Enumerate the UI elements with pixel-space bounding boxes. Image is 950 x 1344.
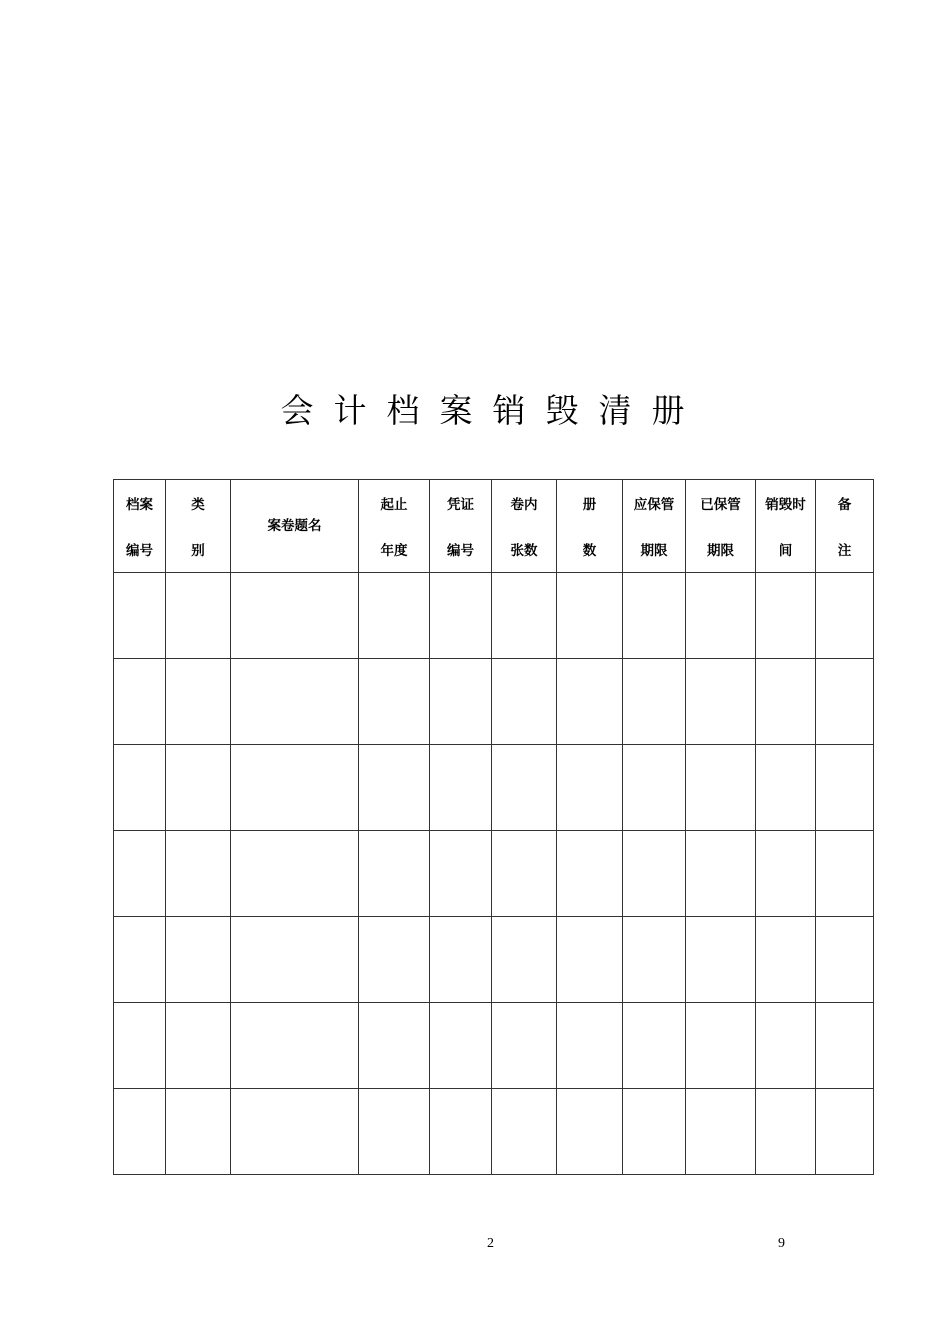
table-cell bbox=[816, 745, 874, 831]
table-cell bbox=[114, 573, 166, 659]
header-destruction-time: 销毁时 间 bbox=[756, 480, 816, 573]
header-retained-period: 已保管 期限 bbox=[686, 480, 756, 573]
table-cell bbox=[166, 917, 231, 1003]
table-cell bbox=[359, 1003, 430, 1089]
table-cell bbox=[816, 1089, 874, 1175]
table-cell bbox=[430, 1089, 492, 1175]
table-cell bbox=[114, 831, 166, 917]
header-remarks: 备 注 bbox=[816, 480, 874, 573]
table-cell bbox=[166, 1003, 231, 1089]
table-cell bbox=[114, 917, 166, 1003]
header-voucher-number: 凭证 编号 bbox=[430, 480, 492, 573]
table-cell bbox=[430, 831, 492, 917]
table-cell bbox=[359, 745, 430, 831]
table-cell bbox=[557, 745, 623, 831]
table-cell bbox=[114, 1089, 166, 1175]
table-cell bbox=[359, 573, 430, 659]
table-row bbox=[114, 745, 874, 831]
table-body bbox=[114, 573, 874, 1175]
table-cell bbox=[756, 831, 816, 917]
page-number-right: 9 bbox=[778, 1236, 785, 1251]
destruction-register-table bbox=[113, 479, 874, 1175]
table-cell bbox=[231, 917, 359, 1003]
table-cell bbox=[686, 831, 756, 917]
table-cell bbox=[557, 1003, 623, 1089]
table-cell bbox=[492, 831, 557, 917]
table-row bbox=[114, 831, 874, 917]
table-cell bbox=[756, 917, 816, 1003]
table-cell bbox=[231, 831, 359, 917]
table-cell bbox=[492, 917, 557, 1003]
table-cell bbox=[623, 573, 686, 659]
table-cell bbox=[756, 745, 816, 831]
header-required-retention: 应保管 期限 bbox=[623, 480, 686, 573]
table-cell bbox=[686, 659, 756, 745]
table-cell bbox=[623, 831, 686, 917]
table-cell bbox=[492, 745, 557, 831]
table-cell bbox=[686, 573, 756, 659]
table-cell bbox=[557, 1089, 623, 1175]
table-cell bbox=[430, 659, 492, 745]
table-cell bbox=[166, 1089, 231, 1175]
table-cell bbox=[623, 745, 686, 831]
table-cell bbox=[557, 917, 623, 1003]
table-cell bbox=[166, 745, 231, 831]
table-cell bbox=[430, 745, 492, 831]
table-row bbox=[114, 659, 874, 745]
table-cell bbox=[430, 1003, 492, 1089]
table-cell bbox=[816, 1003, 874, 1089]
table-cell bbox=[430, 573, 492, 659]
header-category: 类 别 bbox=[166, 480, 231, 573]
table-cell bbox=[623, 917, 686, 1003]
table-cell bbox=[430, 917, 492, 1003]
table-cell bbox=[166, 573, 231, 659]
table-cell bbox=[114, 659, 166, 745]
table-cell bbox=[359, 831, 430, 917]
page-number-left: 2 bbox=[487, 1236, 494, 1251]
header-sheet-count: 卷内 张数 bbox=[492, 480, 557, 573]
document-title: 会计档案销毁清册 bbox=[280, 391, 705, 430]
table-cell bbox=[166, 659, 231, 745]
table-cell bbox=[166, 831, 231, 917]
table-cell bbox=[756, 573, 816, 659]
header-archive-number: 档案 编号 bbox=[114, 480, 166, 573]
table-cell bbox=[686, 917, 756, 1003]
table-cell bbox=[231, 745, 359, 831]
header-year-range: 起止 年度 bbox=[359, 480, 430, 573]
table-cell bbox=[816, 917, 874, 1003]
table-cell bbox=[557, 831, 623, 917]
table-cell bbox=[492, 1089, 557, 1175]
table-cell bbox=[623, 1003, 686, 1089]
table-cell bbox=[231, 1089, 359, 1175]
table-cell bbox=[359, 917, 430, 1003]
table-row bbox=[114, 573, 874, 659]
table-header-row bbox=[114, 480, 874, 573]
table-cell bbox=[756, 1003, 816, 1089]
table-cell bbox=[756, 1089, 816, 1175]
table-cell bbox=[816, 831, 874, 917]
table-cell bbox=[623, 659, 686, 745]
table-cell bbox=[816, 573, 874, 659]
table-cell bbox=[557, 573, 623, 659]
table-cell bbox=[114, 745, 166, 831]
table-cell bbox=[231, 1003, 359, 1089]
table-cell bbox=[359, 659, 430, 745]
table-cell bbox=[686, 1003, 756, 1089]
table-cell bbox=[492, 659, 557, 745]
table-cell bbox=[623, 1089, 686, 1175]
table-cell bbox=[231, 573, 359, 659]
table-cell bbox=[756, 659, 816, 745]
table-cell bbox=[686, 745, 756, 831]
table-cell bbox=[492, 573, 557, 659]
header-volume-count: 册 数 bbox=[557, 480, 623, 573]
table-row bbox=[114, 1089, 874, 1175]
table-cell bbox=[492, 1003, 557, 1089]
table-cell bbox=[686, 1089, 756, 1175]
table-row bbox=[114, 1003, 874, 1089]
table-row bbox=[114, 917, 874, 1003]
table-cell bbox=[359, 1089, 430, 1175]
table-cell bbox=[114, 1003, 166, 1089]
table-cell bbox=[557, 659, 623, 745]
header-file-title: 案卷题名 bbox=[231, 480, 359, 573]
table-cell bbox=[231, 659, 359, 745]
table-cell bbox=[816, 659, 874, 745]
